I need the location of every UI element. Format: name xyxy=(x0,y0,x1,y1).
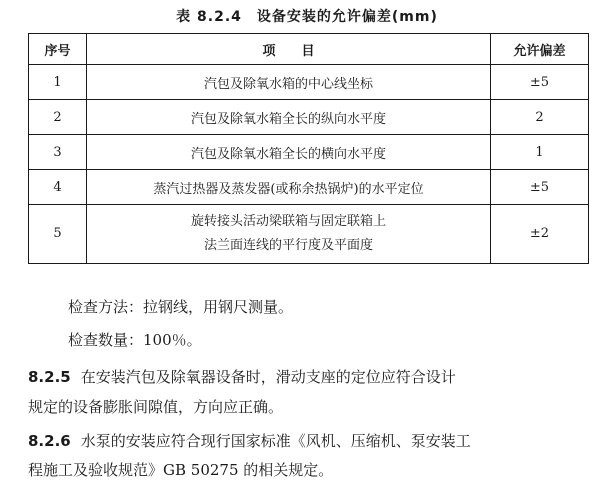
table-row xyxy=(29,135,589,170)
row-item xyxy=(87,135,491,170)
clause-text: 水泵的安装应符合现行国家标准《风机、压缩机、泵安装工 xyxy=(80,432,471,450)
clause-8-2-5-line-2: 规定的设备膨胀间隙值，方向应正确。 xyxy=(28,398,284,416)
row-no: 1 xyxy=(29,65,87,100)
table-row xyxy=(29,170,589,205)
header-item: 项 目 xyxy=(87,34,491,65)
row-tolerance: ±2 xyxy=(491,205,589,264)
table-row xyxy=(29,205,589,264)
table-row xyxy=(29,65,589,100)
row-no: 5 xyxy=(29,205,87,264)
row-no: 4 xyxy=(29,170,87,205)
clause-8-2-5-line-1 xyxy=(0,366,614,387)
tolerance-table xyxy=(28,33,589,264)
row-item xyxy=(87,205,491,264)
table-title: 表 8.2.4 设备安装的允许偏差(mm) xyxy=(176,9,438,25)
clause-number: 8.2.5 xyxy=(28,368,71,386)
row-tolerance: ±5 xyxy=(491,65,589,100)
row-tolerance: 1 xyxy=(491,135,589,170)
table-header-row xyxy=(29,34,589,65)
row-no: 2 xyxy=(29,100,87,135)
row-tolerance: ±5 xyxy=(491,170,589,205)
row-item-line: 汽包及除氧水箱全长的横向水平度 xyxy=(190,146,386,162)
row-item-line: 旋转接头活动梁联箱与固定联箱上 xyxy=(190,214,386,229)
inspection-method: 检查方法：拉钢线，用钢尺测量。 xyxy=(68,298,294,316)
row-item xyxy=(87,170,491,205)
row-item-line: 汽包及除氧水箱全长的纵向水平度 xyxy=(190,111,386,127)
clause-8-2-6-line-1 xyxy=(0,430,614,451)
row-item xyxy=(87,100,491,135)
header-no: 序号 xyxy=(29,34,87,65)
row-item-line: 法兰面连线的平行度及平面度 xyxy=(203,238,373,253)
clause-8-2-6-line-2: 程施工及验收规范》GB 50275 的相关规定。 xyxy=(28,461,334,479)
clause-text: 在安装汽包及除氧器设备时，滑动支座的定位应符合设计 xyxy=(80,368,456,386)
inspection-quantity: 检查数量：100％。 xyxy=(68,331,202,349)
table-row xyxy=(29,100,589,135)
row-item-line: 汽包及除氧水箱的中心线坐标 xyxy=(203,76,373,92)
header-tolerance: 允许偏差 xyxy=(491,34,589,65)
clause-number: 8.2.6 xyxy=(28,432,71,450)
row-item xyxy=(87,65,491,100)
row-tolerance: 2 xyxy=(491,100,589,135)
row-no: 3 xyxy=(29,135,87,170)
row-item-line: 蒸汽过热器及蒸发器(或称余热锅炉)的水平定位 xyxy=(153,181,424,197)
